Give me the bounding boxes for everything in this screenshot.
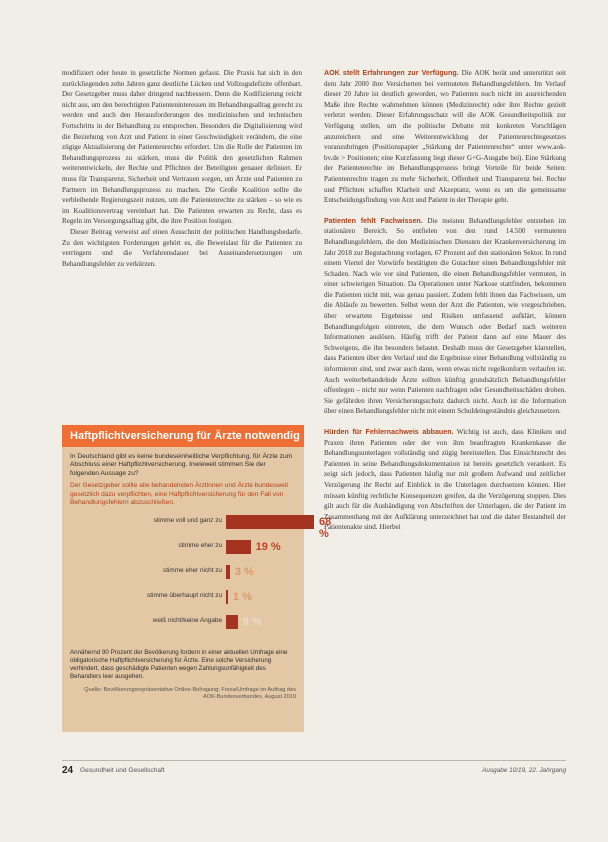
- page-number: 24: [62, 765, 74, 776]
- section-lead: Patienten fehlt Fachwissen.: [324, 216, 423, 225]
- infobox-intro: In Deutschland gibt es keine bundeseinheitliche Verpflichtung, für Ärzte zum Abschluss einer Haftpflichtversicherung. Inwieweit stimmen Sie der folgenden Aussage zu?: [70, 453, 293, 477]
- left-column: [62, 68, 302, 269]
- footer-rubric: Gesundheit und Gesellschaft: [80, 767, 165, 774]
- infobox-question: Der Gesetzgeber sollte alle behandelnden Ärztinnen und Ärzte bundesweit gesetzlich dazu verpflichten, eine Haftpflichtversicherung für den Fall von Behandlungsfehlern abzuschließen.: [70, 482, 289, 507]
- section-aok: [324, 68, 566, 206]
- chart-value-label: 9 %: [242, 616, 262, 629]
- survey-bar-chart: [62, 515, 332, 643]
- chart-bar: [226, 515, 314, 529]
- chart-bar: [226, 565, 230, 579]
- chart-row: [62, 540, 304, 554]
- chart-row: [62, 590, 304, 604]
- chart-bar: [226, 590, 228, 604]
- page-footer: [62, 760, 566, 777]
- right-column: [324, 68, 566, 533]
- infobox-source: Quelle: Bevölkerungsrepräsentative Online-Befragung; Forsa/Umfrage im Auftrag des AOK-Bundesverbandes, August 2019: [84, 687, 296, 701]
- infobox-footnote: Annähernd 90 Prozent der Bevölkerung fordern in einer aktuellen Umfrage eine obligatorische Haftpflichtversicherung für Ärzte. Eine solche Versicherung verhindert, dass geschädigte Patienten wegen Zahlungsunfähigkeit des Behandlers leer ausgehen.: [70, 649, 288, 681]
- chart-row: [62, 615, 304, 629]
- section-text: Die AOK berät und unterstützt seit dem Jahr 2000 ihre Versicherten bei vermuteten Behandlungsfehlern. Im Verlauf dieser 20 Jahre ist deutlich geworden, wo Patienten noch nicht im ausreichenden Maße ihre Rechte wahrnehmen können (Medizinrecht) oder ihre Rechte gezielt verletzt werden. Dieser Erfahrungsschatz will die AOK Gesundheitspolitik zur Verfügung stellen, um die politische Debatte mit konkreten Vorschlägen anzureichern und eine Weiterentwicklung der Patientenrechtegesetzes voranzubringen (Positionspapier „Stärkung der Patientenrechte“ unter www.aok-bv.de > Positionen; eine Kurzfassung liegt dieser G+G-Ausgabe bei). Eine Stärkung der Patientenrechte im Behandlungsprozess bringt Vorteile für beide Seiten: Patientenrechte tragen zu mehr Sicherheit, Offenheit und Transparenz bei. Rechte und Pflichten schaffen Klarheit und Akzeptanz, wenn es um die gemeinsame Entscheidungsfindung von Arzt und Patient in der Therapie geht.: [324, 69, 567, 205]
- chart-bar: [226, 615, 238, 629]
- chart-category-label: stimme voll und ganz zu: [153, 517, 222, 525]
- section-fehlernachweis: [324, 427, 566, 533]
- chart-category-label: weiß nicht/keine Angabe: [152, 617, 222, 625]
- chart-bar: [226, 540, 251, 554]
- chart-value-label: 3 %: [234, 566, 254, 579]
- section-lead: AOK stellt Erfahrungen zur Verfügung.: [324, 69, 459, 77]
- section-fachwissen: [324, 216, 566, 417]
- footer-issue: Ausgabe 10/19, 22. Jahrgang: [482, 767, 566, 774]
- chart-category-label: stimme eher nicht zu: [163, 567, 222, 575]
- body-paragraph: modifiziert oder heute in gesetzliche Normen gefasst. Die Praxis hat sich in den zurückliegenden zehn Jahren ganz deutliche Lücken und Vollzugsdefizite offenbart. Der Gesetzgeber muss daher dringend nachbessern. Denn die Kodifizierung reicht nicht aus, um den berechtigten Patienteninteressen im Behandlungsalltag gerecht zu werden und auch den Herausforderungen des medizinischen und technischen Fortschritts in der Behandlung zu entsprechen. Besonders die Digitalisierung wird die Beziehung von Arzt und Patient in einer Geschwindigkeit verändern, die eine zügige Aktualisierung der Patientenrechte erfordert. Um die Rolle der Patienten im Behandlungsprozess zu stärken, muss die Politik den gesetzlichen Rahmen weiterentwickeln, der Rechte und Pflichten der Beteiligten genauer definiert. Er muss für Transparenz, Sicherheit und Vertrauen sorgen, um Ärzte und Patienten zu Partnern im Behandlungsprozess zu machen. Die Große Koalition sollte die verbleibende Regierungszeit nutzen, um die Patientenrechte zu stärken – so wie es im Koalitionsvertrag vereinbart hat. Die Patienten erwarten zu Recht, dass es Regeln im Versorgungsalltag gibt, die ihre Position festigen.: [62, 69, 302, 226]
- chart-category-label: stimme eher zu: [178, 542, 222, 550]
- chart-row: [62, 565, 304, 579]
- chart-value-label: 19 %: [255, 541, 281, 554]
- section-text: Die meisten Behandlungsfehler entstehen im stationären Bereich. So entfielen von den rund 14.500 vermuteten Behandlungsfehlern, die den Medizinischen Diensten der Krankenversicherung im Jahr 2018 zur Begutachtung vorlagen, 67 Prozent auf den stationären Sektor. In rund einem Viertel der Vorwürfe bestätigten die Gutachter einen Behandlungsfehler mit Schaden. Nach wie vor sind Patienten, die einen Behandlungsfehler vermuten, in einer schwierigen Situation. Da Operationen unter Narkose stattfinden, bekommen die Patienten nicht mit, was genau passiert. Zudem fehlt ihnen das Fachwissen, um die Abläufe zu bewerten. Selbst wenn der Arzt die Patienten, wie vorgeschrieben, über erwartete Ergebnisse und Risiken umfassend aufklärt, können Behandlungsfolgen eintreten, die dem Wunsch oder Bedarf nach weiteren Informationen auslösen. Häufig trifft der Patient dann auf eine Mauer des Schweigens, die ihn besonders belastet. Deshalb muss der Gesetzgeber klarstellen, dass Patienten über den Verlauf und die Ergebnisse einer Behandlung vollständig zu informieren sind, und zwar auch dann, wenn etwas nicht regelkonform verlaufen ist. Auch weiterbehandelnde Ärzte sollten künftig grundsätzlich Behandlungsfehler offenlegen – nicht nur wenn Patienten nachfragen oder Gesundheitsschäden drohen. Sie gefährden ihren Versicherungsschutz dadurch nicht. Auch ist die Information über einen Behandlungsfehler nicht mit einem Schuldeingeständnis gleichzusetzen.: [324, 216, 566, 416]
- chart-value-label: 68 %: [319, 516, 332, 541]
- section-lead: Hürden für Fehlernachweis abbauen.: [324, 428, 454, 436]
- body-paragraph: Dieser Beitrag verweist auf einen Ausschnitt der politischen Handlungsbedarfe. Zu den wichtigsten Forderungen gehört es, die Beweislast für die Patienten zu verringern und die Verfahrensdauer bei Auseinandersetzungen um Behandlungsfehler zu verkürzen.: [62, 227, 302, 268]
- infobox-title: Haftpflichtversicherung für Ärzte notwendig: [62, 425, 304, 447]
- infobox-haftpflicht: [62, 425, 332, 732]
- section-text: Wichtig ist auch, dass Kliniken und Praxen ihren Patienten oder der von ihm beauftragten Krankenkasse die Behandlungsunterlagen vollständig und zügig bereitstellen. Das Einsichtsrecht des Patienten in seine Behandlungsdokumentation ist bereits gesetzlich verankert. Es zeigt sich jedoch, dass Patienten häufig nur mit großem Aufwand und zeitlicher Verzögerung ihr Recht auf Einblick in die Unterlagen durchsetzen können. Hier müssen künftig rechtliche Konsequenzen greifen, da die Verzögerung stoppen. Dies gilt auch für die Aushändigung von Abschriften der Unterlagen, die der Patient im Zusammenhang mit der Aufklärung unterzeichnet hat und die daher Bestandteil der Patientenakte sind. Hierbei: [324, 428, 566, 532]
- chart-row: [62, 515, 332, 541]
- chart-category-label: stimme überhaupt nicht zu: [147, 592, 222, 600]
- chart-value-label: 1 %: [233, 591, 252, 604]
